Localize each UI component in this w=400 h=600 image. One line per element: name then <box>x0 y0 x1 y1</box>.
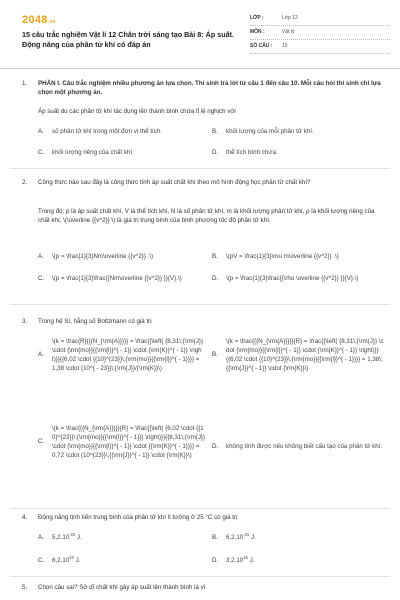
option-d[interactable] <box>212 554 382 566</box>
option-text: \(p = \frac{1}{3}\frac{{\rho \overline {{v^2}} }}{V}.\) <box>226 275 359 282</box>
option-text: khối lượng của mỗi phân tử khí. <box>226 128 314 135</box>
question-note: Trong đó: p là áp suất chất khí, V là thể tích khí, N là số phân tử khí, m là khối lượng phân tử khí, ρ là khối lượng riêng của chất khí, \(\overline {{v^2}} \) là giá trị trung bình của bình phương tốc độ phân tử khí. <box>38 208 375 224</box>
question-number: 2. <box>22 179 28 186</box>
option-letter: A. <box>38 128 44 135</box>
meta-value: Lớp 12 <box>282 14 298 21</box>
page-title: 15 câu trắc nghiệm Vật lí 12 Chân trời sáng tạo Bài 8: Áp suất. Động năng của phân tử khí có đáp án <box>22 30 235 50</box>
value-base: 3,2.10 <box>226 557 244 564</box>
option-letter: C. <box>38 275 45 282</box>
option-letter: B. <box>212 253 218 260</box>
option-text <box>52 531 82 543</box>
question-text: Trong hệ SI, hằng số Boltzmann có giá trị <box>38 318 152 325</box>
question-divider <box>10 304 390 305</box>
question-divider <box>10 508 390 509</box>
option-text <box>226 531 256 543</box>
option-c[interactable] <box>38 554 203 566</box>
question-text: Áp suất do các phân tử khí tác dụng lên thành bình chứa tỉ lệ nghịch với <box>38 108 236 115</box>
option-text <box>52 554 81 566</box>
option-letter: B. <box>212 534 218 541</box>
question-divider <box>10 168 390 169</box>
option-text: \(pV = \frac{1}{3}\mu m\overline {{v^2}} .\) <box>226 253 339 260</box>
option-text: khối lượng riêng của chất khí. <box>52 149 134 156</box>
value-unit: J. <box>73 557 81 564</box>
question-number: 5. <box>22 584 28 591</box>
option-c[interactable] <box>38 149 203 158</box>
value-base: 6,2.10 <box>52 557 70 564</box>
question-number: 4. <box>22 514 28 521</box>
option-letter: B. <box>212 351 218 359</box>
option-letter: D. <box>212 149 219 156</box>
question-number: 1. <box>22 80 28 87</box>
option-c[interactable] <box>38 425 206 461</box>
option-a[interactable] <box>38 338 206 374</box>
meta-label: LỚP : <box>250 14 264 21</box>
option-letter: A. <box>38 351 44 359</box>
value-exponent: -22 <box>69 531 76 537</box>
site-logo[interactable] <box>22 13 56 29</box>
question-divider <box>10 576 390 577</box>
page-header <box>0 0 400 62</box>
value-base: 5,2.10 <box>52 534 70 541</box>
option-text: \(p = \frac{1}{3}Nm\overline {{v^2}} .\) <box>52 253 154 260</box>
option-c[interactable] <box>38 275 206 284</box>
header-divider <box>0 68 400 69</box>
value-unit: J. <box>75 534 82 541</box>
option-b[interactable] <box>212 531 382 543</box>
section-instruction: PHẦN I. Câu trắc nghiệm nhiều phương án lựa chọn. Thí sinh trả lời từ câu 1 đến câu 10. Mỗi câu hỏi thí sinh chỉ lựa chọn một phương án. <box>38 80 381 96</box>
question-text: Chọn câu sai? Sở dĩ chất khí gây áp suất lên thành bình là vì <box>38 584 206 591</box>
meta-row-subject <box>250 26 390 40</box>
option-text: không tính được nếu không biết cấu tạo của phân tử khí. <box>226 443 383 450</box>
option-letter: A. <box>38 253 44 260</box>
option-letter: D. <box>212 443 219 450</box>
value-unit: J. <box>249 534 256 541</box>
meta-value: 15 <box>282 42 288 49</box>
option-text: số phân tử khí trong một đơn vị thể tích. <box>52 128 163 135</box>
option-letter: B. <box>212 128 218 135</box>
option-text: thể tích bình chứa. <box>226 149 278 156</box>
value-exponent: 23 <box>69 554 74 560</box>
question-number: 3. <box>22 318 28 325</box>
option-a[interactable] <box>38 531 203 543</box>
option-text: \(p = \frac{1}{3}\frac{{Nm\overline {{v^2}} }}{V}.\) <box>52 275 182 282</box>
meta-row-count <box>250 40 390 54</box>
option-b[interactable] <box>212 253 384 262</box>
meta-row-class <box>250 12 390 26</box>
option-d[interactable] <box>212 275 384 284</box>
option-letter: A. <box>38 534 44 541</box>
question-text: Động năng tịnh tiến trung bình của phân tử khí lí tưởng ở 25 °C có giá trị <box>38 514 238 521</box>
option-letter: C. <box>38 149 45 156</box>
meta-info <box>250 12 390 54</box>
meta-value: Vật lý <box>282 28 295 35</box>
option-a[interactable] <box>38 253 203 262</box>
value-base: 6,2.10 <box>226 534 244 541</box>
logo-text: 2048 <box>22 14 48 26</box>
option-text: \(k = \frac{R}{{{N_{\rm{A}}}}} = \frac{{\left( {8,31\;{\rm{J}} \cdot {\rm{mo}}{{\rm{l}}^{ - 1}} \cdot {\rm{K}}^{ - 1}} \right)}}{{6,02 \cdot {{10}^{23}}\;{\rm{mo}}{{\rm{l}}^{ - 1}}}} = 1,38 \cdot {10^{ - 23}}\;{\rm{J}}/{\rm{K}}\) <box>52 338 204 372</box>
option-text <box>226 554 255 566</box>
option-d[interactable] <box>212 149 382 158</box>
value-exponent: 25 <box>243 554 248 560</box>
option-b[interactable] <box>212 338 384 374</box>
option-letter: D. <box>212 275 219 282</box>
value-exponent: -21 <box>243 531 250 537</box>
option-letter: C. <box>38 557 45 564</box>
option-letter: D. <box>212 557 219 564</box>
meta-label: SỐ CÂU : <box>250 42 273 49</box>
question-text: Công thức nào sau đây là công thức tính áp suất chất khí theo mô hình động học phân tử chất khí? <box>38 179 311 186</box>
meta-label: MÔN : <box>250 28 265 35</box>
option-text: \(k = \frac{{{N_{\rm{A}}}}}{R} = \frac{{\left( {8,31\;{\rm{J}} \cdot {\rm{mo}}{{\rm{l}}^{ - 1}} \cdot {\rm{K}}^{ - 1}} \right)}}{{6,02 \cdot {{10}^{23}}\;{\rm{mo}}{{\rm{l}}^{ - 1}}}} = 1,38\;{{\rm{J}}^{ - 1}} \cdot {\rm{K}}\) <box>226 338 384 372</box>
option-letter: C. <box>38 438 45 446</box>
option-text: \(k = \frac{{{N_{\rm{A}}}}}{R} = \frac{{\left( {6,02 \cdot {{10}^{23}}\;{\rm{mo}}{{\rm{l}}^{ - 1}}} \right)}}{{8,31\;{\rm{J}} \cdot {\rm{mo}}{{\rm{l}}^{ - 1}} \cdot {{\rm{K}}^{ - 1}}}} = 0,72 \cdot {10^{23}}\;{{\rm{J}}^{ - 1}} \cdot {\rm{K}}\) <box>52 425 206 459</box>
value-unit: J. <box>247 557 255 564</box>
option-a[interactable] <box>38 128 203 137</box>
option-d[interactable] <box>212 443 384 452</box>
option-b[interactable] <box>212 128 382 137</box>
logo-suffix: .vn <box>47 19 56 25</box>
